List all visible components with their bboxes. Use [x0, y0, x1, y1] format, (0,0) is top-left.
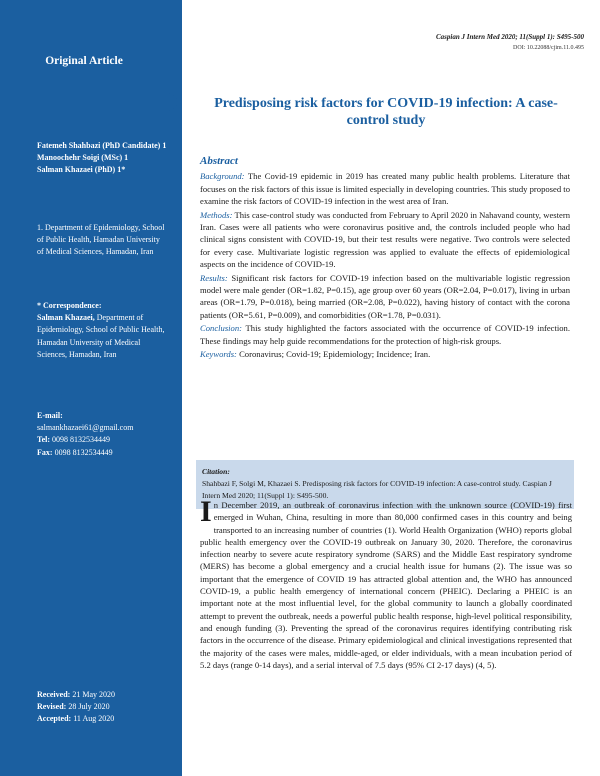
- methods-label: Methods:: [200, 209, 233, 220]
- author-2: Manoochehr Soigi (MSc) 1: [37, 153, 129, 163]
- results-text: Significant risk factors for COVID-19 infection based on the multivariable logistic regression model were male gender (OR=1.82, P=0.15), age group over 60 years (OR=2.04, P=0.017), living in urban areas (OR=1.79, P=0.018), being married (OR=2.08, P=0.022), having history of contact with the corona patients (OR=5.61, P=0.009), and comorbidities (OR=1.78, P=0.031).: [200, 272, 570, 320]
- abstract-methods: [200, 209, 570, 271]
- conclusion-text: This study highlighted the factors associated with the occurrence of COVID-19 infection. These findings may help guide recommendations for the protection of high-risk groups.: [200, 323, 571, 346]
- tel-value: 0098 8132534449: [52, 435, 111, 445]
- author-3: Salman Khazaei (PhD) 1*: [37, 165, 126, 175]
- sidebar: [0, 0, 182, 776]
- accepted-label: Accepted:: [37, 714, 72, 724]
- accepted-date: 11 Aug 2020: [73, 714, 115, 724]
- revised-label: Revised:: [37, 702, 67, 712]
- body-text: [200, 495, 572, 671]
- background-label: Background:: [200, 171, 245, 182]
- methods-text: This case-control study was conducted from February to April 2020 in Nahavand county, western Iran. Cases were all patients who were coronavirus positive and, the controls included people who had clinical signs consistent with COVID-19, but their test results were negative. Two controls were selected for every case. Multivariate logistic regression was applied to evaluate the effects of epidemiological aspects on the incidence of COVID-19.: [200, 209, 570, 270]
- tel-label: Tel:: [37, 435, 51, 445]
- fax-value: 0098 8132534449: [54, 447, 113, 457]
- doi[interactable]: DOI: 10.22088/cjim.11.0.495: [513, 45, 584, 51]
- correspondence: [37, 300, 167, 361]
- abstract: [200, 155, 570, 362]
- received-date: 21 May 2020: [72, 690, 115, 699]
- contact-info: [37, 410, 167, 459]
- affiliation: 1. Department of Epidemiology, School of Public Health, Hamadan University of Medical Sciences, Hamadan, Iran: [37, 223, 165, 257]
- citation-text: Shahbazi F, Solgi M, Khazaei S. Predisposing risk factors for COVID-19 infection: A case-control study. Caspian J Intern Med 2020; 11(Suppl 1): S495-500.: [202, 479, 552, 500]
- received-label: Received:: [37, 690, 71, 699]
- article-type-label: Original Article: [45, 55, 123, 67]
- abstract-conclusion: [200, 322, 570, 347]
- results-label: Results:: [200, 272, 228, 283]
- correspondence-name: Salman Khazaei,: [37, 313, 95, 323]
- abstract-heading: Abstract: [200, 155, 238, 167]
- intro-paragraph: n December 2019, an outbreak of coronavirus infection with the unknown source (COVID-19) first emerged in Wuhan, China, resulting in more than 80,000 confirmed cases in this country and being transported to an increasing number of countries (1). World Health Organization (WHO) reports global public health emergency over the COVID-19 outbreak on January 30, 2020. Therefore, the coronavirus infection nearby to severe acute respiratory syndrome (SARS) and the Middle East respiratory syndrome (MERS) has become a global emergency and a crucial health issue for humans (2). The issue was so important that the emergence of COVID 19 has attracted global attention and, the WHO has announced COVID-19, a public health emergency of international concern (PHEIC). Declaring a PHEIC is an important note at the most influential level, for the global community to launch a globally coordinated attempt to prevent the outbreak, needs a powerful public health response, high-level political responsibility, and enough funding (3). Preventing the spread of the coronavirus requires identifying contributing risk factors in the occurrence of the disease. Primary epidemiological and clinical investigations represented that the majority of the cases were males, middle-aged, or elder individuals, with a mean incubation period of 5.2 days (range 0-14 days), and a serial interval of 7.5 days (95% CI 2-17 days) (4, 5).: [200, 500, 572, 670]
- citation-title: Citation:: [202, 467, 230, 476]
- email-label: E-mail:: [37, 411, 63, 420]
- abstract-keywords: [200, 348, 570, 360]
- journal-citation: Caspian J Intern Med 2020; 11(Suppl 1): S495-500: [436, 33, 584, 41]
- revised-date: 28 July 2020: [68, 702, 110, 712]
- conclusion-label: Conclusion:: [200, 323, 243, 334]
- article-title: Predisposing risk factors for COVID-19 infection: A case-control study: [214, 96, 558, 128]
- author-1: Fatemeh Shahbazi (PhD Candidate) 1: [37, 141, 167, 150]
- fax-label: Fax:: [37, 447, 53, 457]
- correspondence-text: Department of Epidemiology, School of Public Health, Hamadan University of Medical Sciences, Hamadan, Iran: [37, 313, 165, 359]
- keywords-text: Coronavirus; Covid-19; Epidemiology; Incidence; Iran.: [239, 349, 431, 360]
- keywords-label: Keywords:: [200, 349, 237, 360]
- drop-cap: I: [200, 495, 212, 528]
- abstract-background: [200, 170, 570, 207]
- dates: [37, 689, 167, 726]
- author-list: [37, 140, 167, 177]
- abstract-results: [200, 272, 570, 322]
- email-link[interactable]: salmankhazaei61@gmail.com: [37, 423, 134, 433]
- correspondence-label: * Correspondence:: [37, 301, 102, 310]
- background-text: The Covid-19 epidemic in 2019 has created many public health problems. Literature that focuses on the risk factors of this issue is limited especially in developing countries. This study proposed to examine the risk factors of COVID-19 infection in the west area of Iran.: [200, 171, 570, 207]
- sidebar-wedge: [168, 92, 182, 112]
